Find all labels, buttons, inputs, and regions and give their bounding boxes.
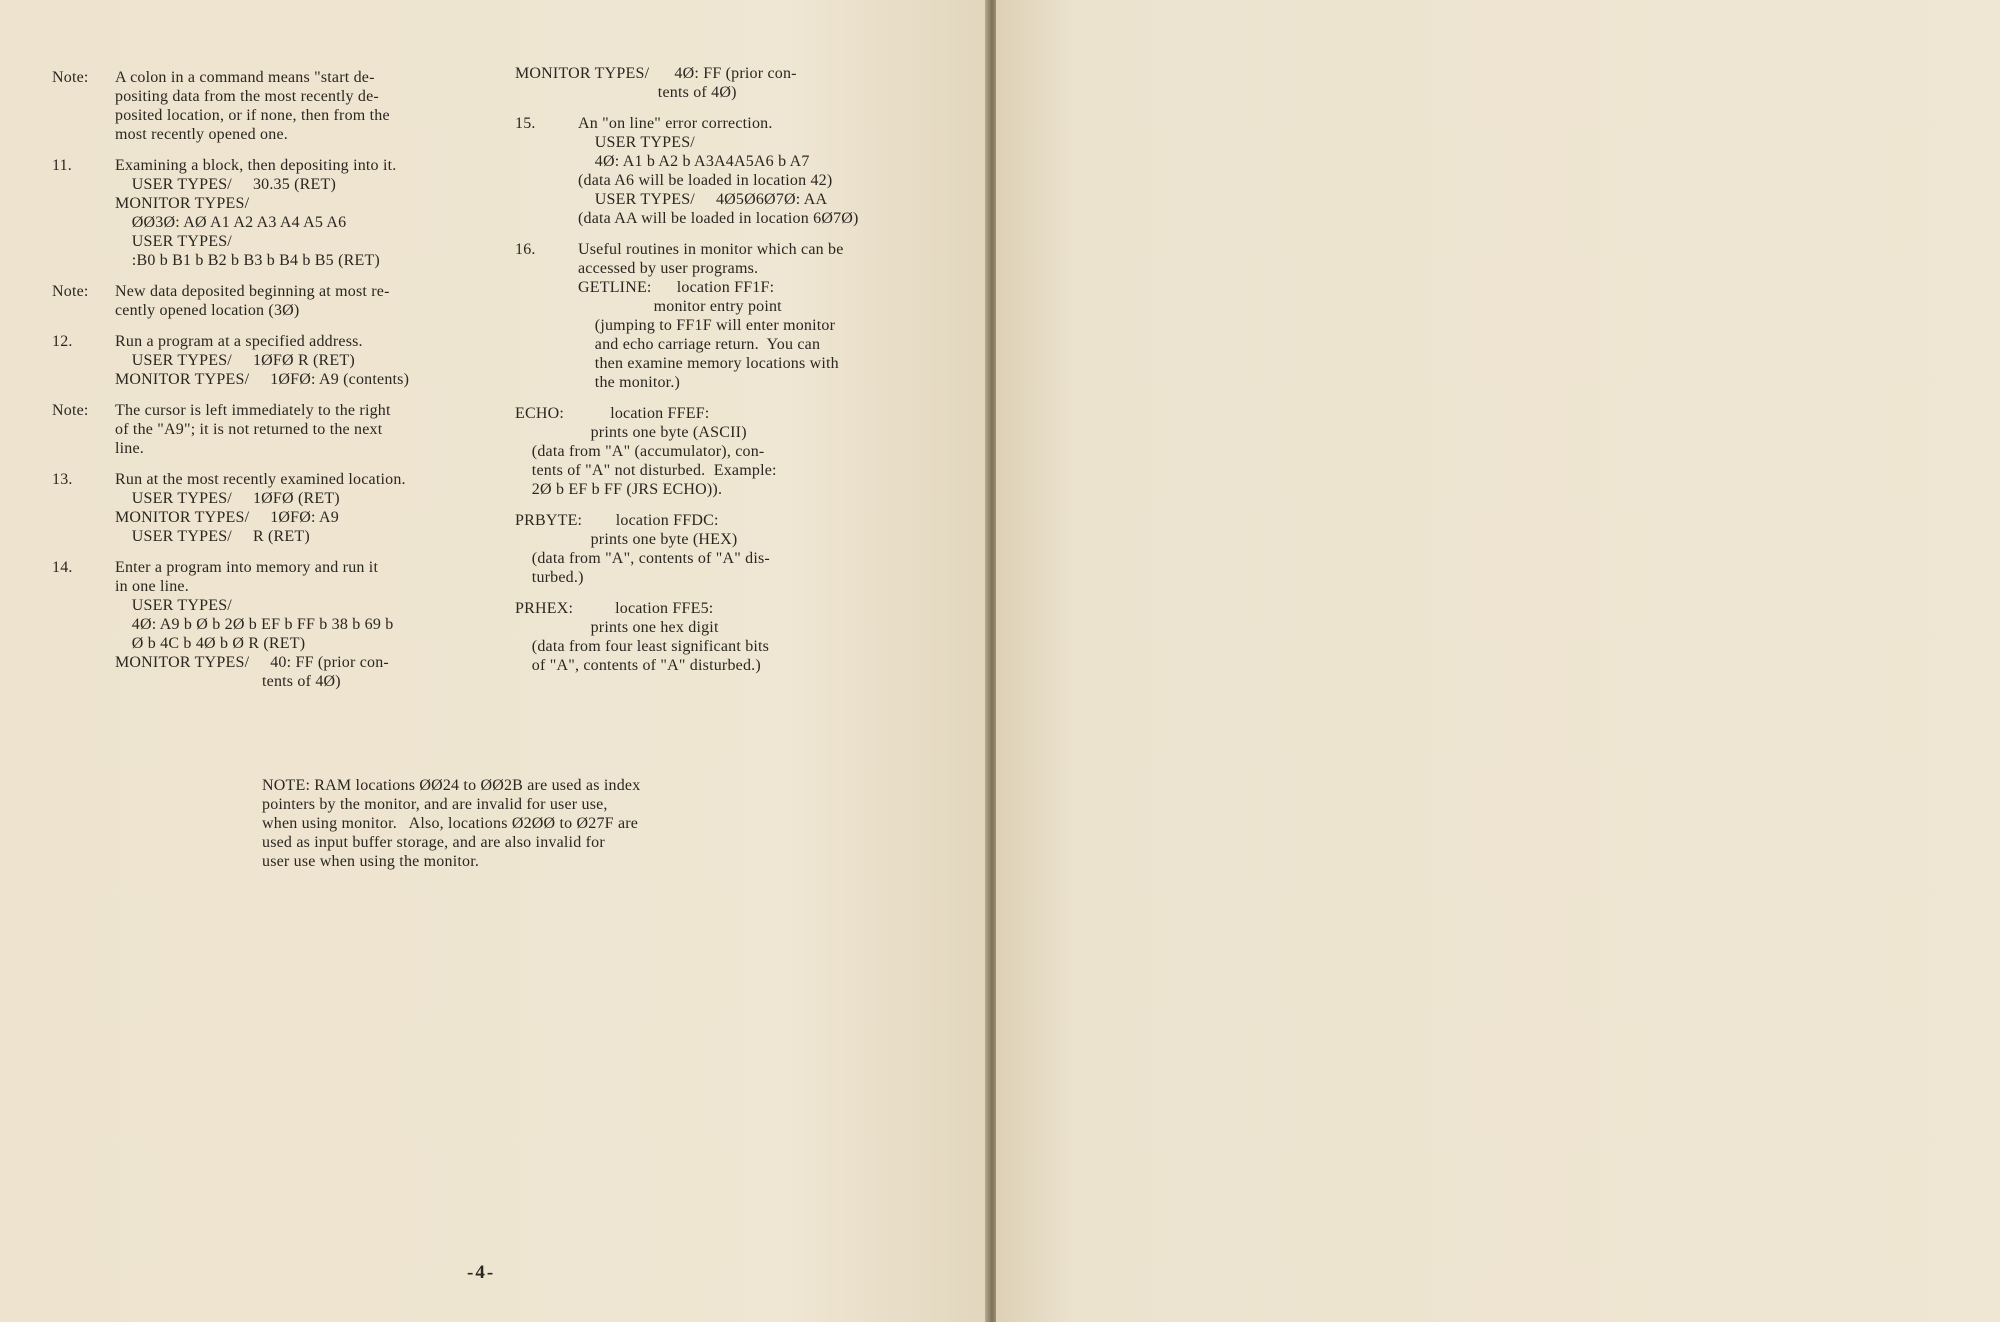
manual-item <box>515 511 935 587</box>
item-text: MONITOR TYPES/ 4Ø: FF (prior con- tents of 4Ø) <box>515 65 797 101</box>
item-text: An "on line" error correction. USER TYPES/ 4Ø: A1 b A2 b A3A4A5A6 b A7 (data A6 will be loaded in location 42) USER TYPES/ 4Ø5Ø6Ø7Ø: AA (data AA will be loaded in location 6Ø7Ø) <box>578 115 859 227</box>
item-number: 11. <box>52 157 73 174</box>
item-text: A colon in a command means "start de- positing data from the most recently de- posited location, or if none, then from the most recently opened one. <box>115 69 390 143</box>
item-number: Note: <box>52 69 89 86</box>
item-number: Note: <box>52 283 89 300</box>
item-text: The cursor is left immediately to the right of the "A9"; it is not returned to the next line. <box>115 402 391 457</box>
manual-item <box>515 114 935 228</box>
item-text: Enter a program into memory and run it in one line. USER TYPES/ 4Ø: A9 b Ø b 2Ø b EF b FF b 38 b 69 b Ø b 4C b 4Ø b Ø R (RET) MONITOR TYPES/ 40: FF (prior con- tents of 4Ø) <box>115 559 394 690</box>
right-page <box>996 0 2000 1322</box>
item-number: 13. <box>52 471 73 488</box>
left-column-1 <box>52 68 472 703</box>
item-text: PRHEX: location FFE5: prints one hex digit (data from four least significant bits of "A", contents of "A" disturbed.) <box>515 600 770 674</box>
item-number: 12. <box>52 333 73 350</box>
item-text: Examining a block, then depositing into it. USER TYPES/ 30.35 (RET) MONITOR TYPES/ ØØ3Ø: AØ A1 A2 A3 A4 A5 A6 USER TYPES/ :B0 b B1 b B2 b B3 b B4 b B5 (RET) <box>115 157 397 269</box>
ram-note: NOTE: RAM locations ØØ24 to ØØ2B are used as index pointers by the monitor, and are invalid for user use, when using monitor. Also, locations Ø2ØØ to Ø27F are used as input buffer storage, and are also invalid for user use when using the monitor. <box>262 777 641 870</box>
manual-item <box>515 240 935 392</box>
manual-item <box>515 404 935 499</box>
manual-item <box>52 558 472 691</box>
page-number-left: -4- <box>467 1262 496 1283</box>
manual-item <box>515 599 935 675</box>
manual-item <box>52 156 472 270</box>
item-text: Run a program at a specified address. USER TYPES/ 1ØFØ R (RET) MONITOR TYPES/ 1ØFØ: A9 (contents) <box>115 333 410 388</box>
item-number: 16. <box>515 241 536 258</box>
item-text: PRBYTE: location FFDC: prints one byte (HEX) (data from "A", contents of "A" dis- turbed.) <box>515 512 770 586</box>
manual-item <box>515 64 935 102</box>
item-text: Run at the most recently examined location. USER TYPES/ 1ØFØ (RET) MONITOR TYPES/ 1ØFØ: A9 USER TYPES/ R (RET) <box>115 471 406 545</box>
item-number: Note: <box>52 402 89 419</box>
manual-item <box>52 401 472 458</box>
item-text: New data deposited beginning at most re- cently opened location (3Ø) <box>115 283 390 319</box>
manual-item <box>52 332 472 389</box>
manual-item <box>52 68 472 144</box>
left-column-2 <box>515 64 935 687</box>
item-text: Useful routines in monitor which can be accessed by user programs. GETLINE: location FF1F: monitor entry point (jumping to FF1F will enter monitor and echo carriage return. You can then examine memory locations with the monitor.) <box>578 241 844 391</box>
manual-item <box>52 470 472 546</box>
left-page <box>0 0 988 1322</box>
item-number: 15. <box>515 115 536 132</box>
item-text: ECHO: location FFEF: prints one byte (ASCII) (data from "A" (accumulator), con- tents of "A" not disturbed. Example: 2Ø b EF b FF (JRS ECHO)). <box>515 405 777 498</box>
item-number: 14. <box>52 559 73 576</box>
manual-item <box>52 282 472 320</box>
